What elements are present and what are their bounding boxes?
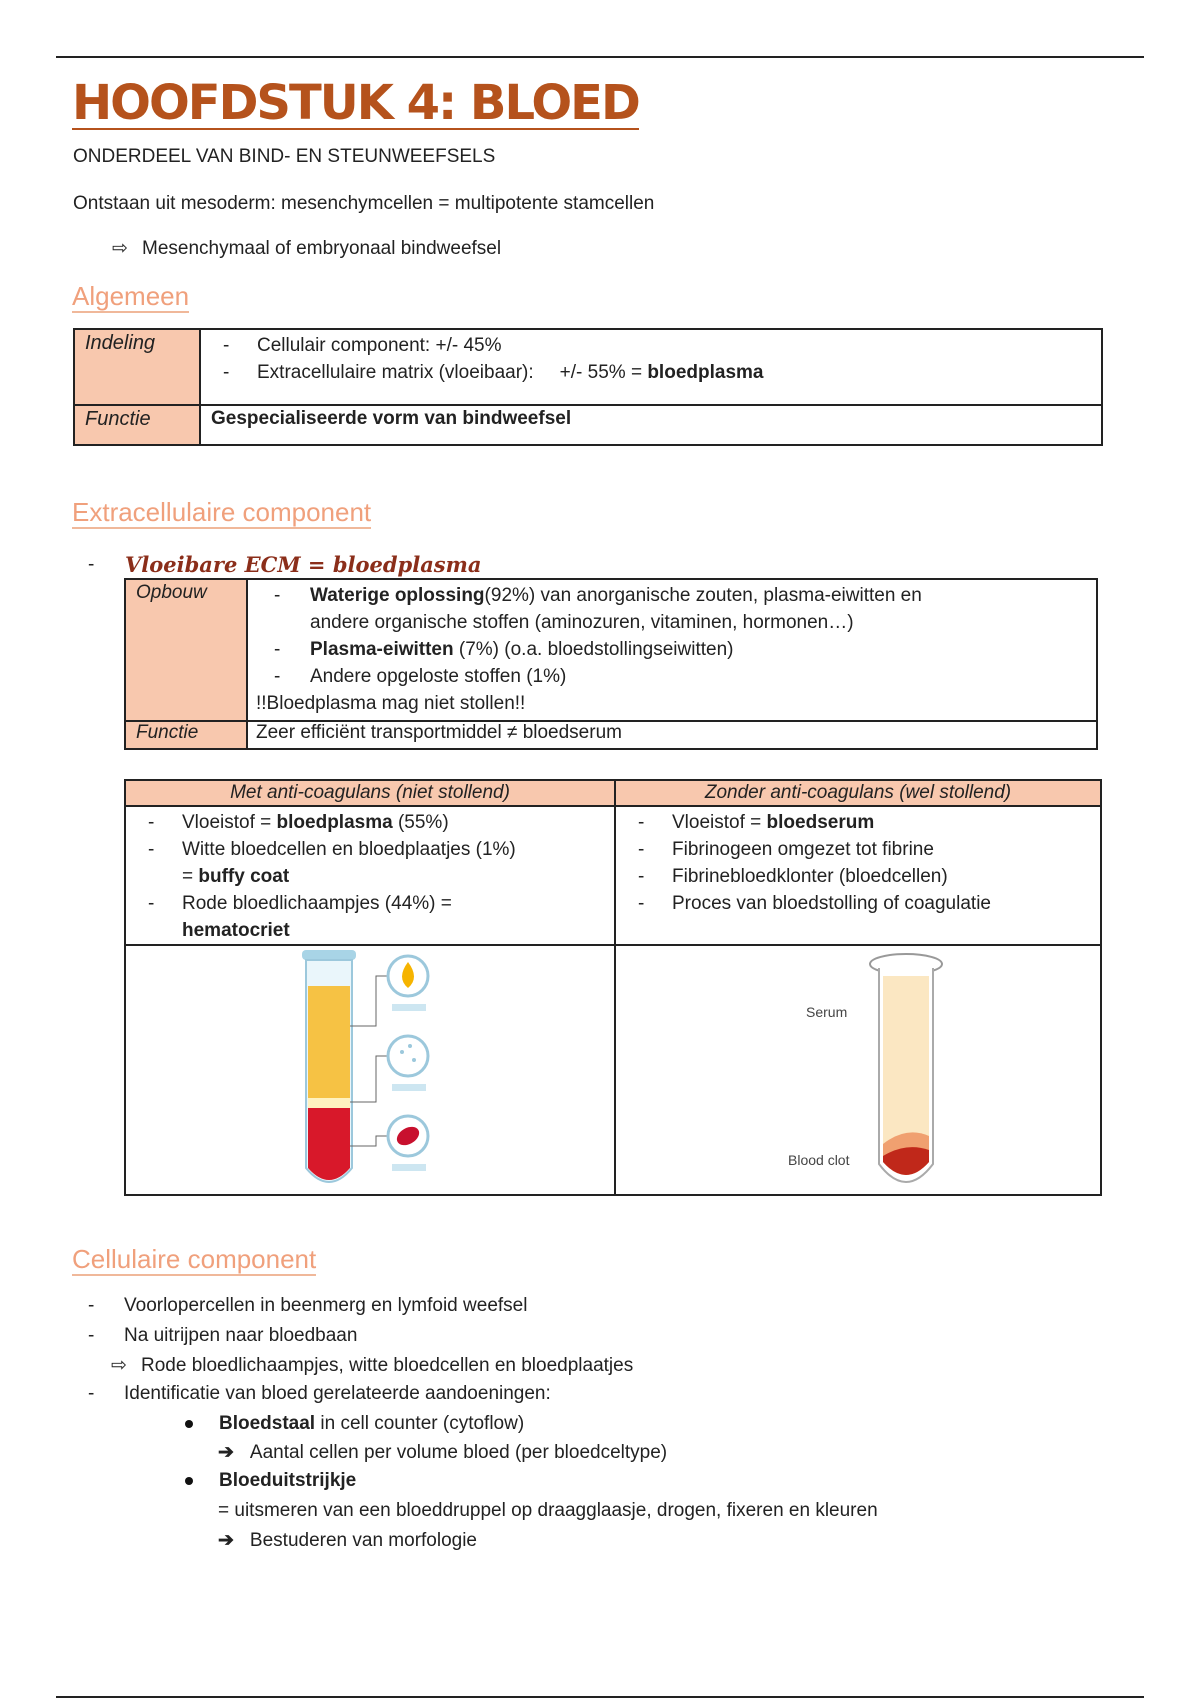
left-item-1: Vloeistof = bbox=[182, 812, 277, 833]
opbouw-item-2: (7%) (o.a. bloedstollingseiwitten) bbox=[453, 639, 734, 660]
intro-arrow-text: Mesenchymaal of embryonaal bindweefsel bbox=[142, 238, 502, 259]
ecm-functie-label: Functie bbox=[125, 721, 247, 749]
blood-tube-cell bbox=[125, 945, 615, 1195]
left-item-1-bold: bloedplasma bbox=[276, 812, 393, 833]
vloeibare-ecm-dash: - bbox=[88, 554, 95, 575]
indeling-item-2: Extracellulaire matrix (vloeibaar): bbox=[257, 362, 534, 383]
functie-value: Gespecialiseerde vorm van bindweefsel bbox=[200, 405, 1102, 445]
left-item-3-bold: hematocriet bbox=[182, 920, 290, 941]
right-list: - Vloeistof = bloedserum - Fibrinogeen omgezet tot fibrine - Fibrinebloedklonter (bloedcellen) - Proces van bloedstolling of coagulatie bbox=[615, 806, 1101, 945]
blood-tube-illustration bbox=[126, 946, 612, 1196]
hollow-arrow-icon: ⇨ bbox=[111, 1355, 127, 1376]
opbouw-item-1-line2: andere organische stoffen (aminozuren, vitaminen, hormonen…) bbox=[310, 612, 854, 633]
algemeen-table bbox=[73, 328, 1103, 446]
serum-tube-cell bbox=[615, 945, 1101, 1195]
bold-arrow-icon: ➔ bbox=[218, 1442, 234, 1463]
cell-item-2: - Na uitrijpen naar bloedbaan bbox=[88, 1325, 358, 1346]
right-header: Zonder anti-coagulans (wel stollend) bbox=[615, 780, 1101, 806]
right-item-3: Fibrinebloedklonter (bloedcellen) bbox=[672, 866, 948, 887]
bold-arrow-icon: ➔ bbox=[218, 1530, 234, 1551]
right-item-1-bold: bloedserum bbox=[766, 812, 875, 833]
page-title: HOOFDSTUK 4: BLOED bbox=[72, 75, 639, 131]
opbouw-item-1: (92%) van anorganische zouten, plasma-eiwitten en bbox=[484, 585, 922, 606]
bullet-bloedstaal: Bloedstaal in cell counter (cytoflow) bbox=[185, 1413, 524, 1435]
bloedstaal-arrow: ➔ Aantal cellen per volume bloed (per bloedceltype) bbox=[218, 1442, 668, 1463]
indeling-item-1: Cellulair component: +/- 45% bbox=[257, 335, 502, 356]
indeling-content: - Cellulair component: +/- 45% - Extracellulaire matrix (vloeibaar): +/- 55% = bloedplasma bbox=[200, 329, 1102, 405]
serum-layer bbox=[883, 976, 929, 1144]
bottom-rule bbox=[56, 1696, 1144, 1698]
ecm-table bbox=[124, 578, 1098, 750]
cell-item-2-arrow: ⇨ Rode bloedlichaampjes, witte bloedcellen en bloedplaatjes bbox=[111, 1355, 634, 1376]
bullet-icon bbox=[185, 1477, 193, 1485]
left-item-3: Rode bloedlichaampjes (44%) = bbox=[182, 893, 452, 914]
cell-item-1: - Voorlopercellen in beenmerg en lymfoid weefsel bbox=[88, 1295, 528, 1316]
left-item-1-pct: (55%) bbox=[392, 812, 449, 833]
left-list: - Vloeistof = bloedplasma (55%) - Witte bloedcellen en bloedplaatjes (1%) = buffy coat - Rode bloedlichaampjes (44%) = hematocriet bbox=[125, 806, 615, 945]
bullet-bloeduitstrijkje: Bloeduitstrijkje bbox=[185, 1470, 356, 1492]
opbouw-item-1-bold: Waterige oplossing bbox=[310, 585, 485, 606]
opbouw-label: Opbouw bbox=[125, 579, 247, 721]
section-heading-algemeen: Algemeen bbox=[72, 281, 190, 311]
opbouw-item-3: Andere opgeloste stoffen (1%) bbox=[310, 666, 567, 687]
cell-item-3: - Identificatie van bloed gerelateerde aandoeningen: bbox=[88, 1383, 551, 1404]
ecm-functie-value: Zeer efficiënt transportmiddel ≠ bloedserum bbox=[247, 721, 1097, 749]
right-item-1: Vloeistof = bbox=[672, 812, 767, 833]
clot-label: Blood clot bbox=[788, 1152, 850, 1168]
white-cell-circle-icon bbox=[388, 1036, 428, 1076]
red-cell-layer bbox=[308, 1108, 350, 1180]
page-subtitle: ONDERDEEL VAN BIND- EN STEUNWEEFSELS bbox=[73, 146, 496, 167]
left-item-2: Witte bloedcellen en bloedplaatjes (1%) bbox=[182, 839, 516, 860]
buffy-coat-layer bbox=[308, 1098, 350, 1108]
opbouw-note: !!Bloedplasma mag niet stollen!! bbox=[256, 693, 526, 714]
right-item-2: Fibrinogeen omgezet tot fibrine bbox=[672, 839, 934, 860]
opbouw-content: - Waterige oplossing(92%) van anorganische zouten, plasma-eiwitten en andere organische stoffen (aminozuren, vitaminen, hormonen…) - Plasma-eiwitten (7%) (o.a. bloedstollingseiwitten) - Andere opgeloste stoffen (1%) !!Bloedplasma mag niet stollen!! bbox=[247, 579, 1097, 721]
indeling-label: Indeling bbox=[74, 329, 200, 405]
hollow-arrow-icon: ⇨ bbox=[112, 238, 128, 259]
compare-table bbox=[124, 779, 1102, 1196]
top-rule bbox=[56, 56, 1144, 58]
functie-label: Functie bbox=[74, 405, 200, 445]
left-item-2-bold: buffy coat bbox=[198, 866, 290, 887]
left-item-2-prefix: = bbox=[182, 866, 199, 887]
plasma-layer bbox=[308, 986, 350, 1098]
right-item-4: Proces van bloedstolling of coagulatie bbox=[672, 893, 991, 914]
opbouw-item-2-bold: Plasma-eiwitten bbox=[310, 639, 454, 660]
vloeibare-ecm-heading: Vloeibare ECM = bloedplasma bbox=[125, 552, 482, 577]
intro-arrow-line bbox=[112, 237, 501, 260]
indeling-item-2-value: +/- 55% = bbox=[559, 362, 648, 383]
bloeduitstrijkje-def: = uitsmeren van een bloeddruppel op draagglaasje, drogen, fixeren en kleuren bbox=[218, 1500, 878, 1521]
intro-text: Ontstaan uit mesoderm: mesenchymcellen = multipotente stamcellen bbox=[73, 193, 655, 214]
left-header: Met anti-coagulans (niet stollend) bbox=[125, 780, 615, 806]
serum-label: Serum bbox=[806, 1004, 848, 1020]
indeling-item-2-bold: bloedplasma bbox=[647, 362, 764, 383]
section-heading-cellulair: Cellulaire component bbox=[72, 1244, 317, 1274]
tube-cap bbox=[302, 950, 356, 960]
bullet-icon bbox=[185, 1420, 193, 1428]
bloeduitstrijkje-arrow: ➔ Bestuderen van morfologie bbox=[218, 1530, 478, 1551]
serum-tube-illustration bbox=[861, 946, 1011, 1196]
section-heading-extracellulair: Extracellulaire component bbox=[72, 497, 372, 527]
